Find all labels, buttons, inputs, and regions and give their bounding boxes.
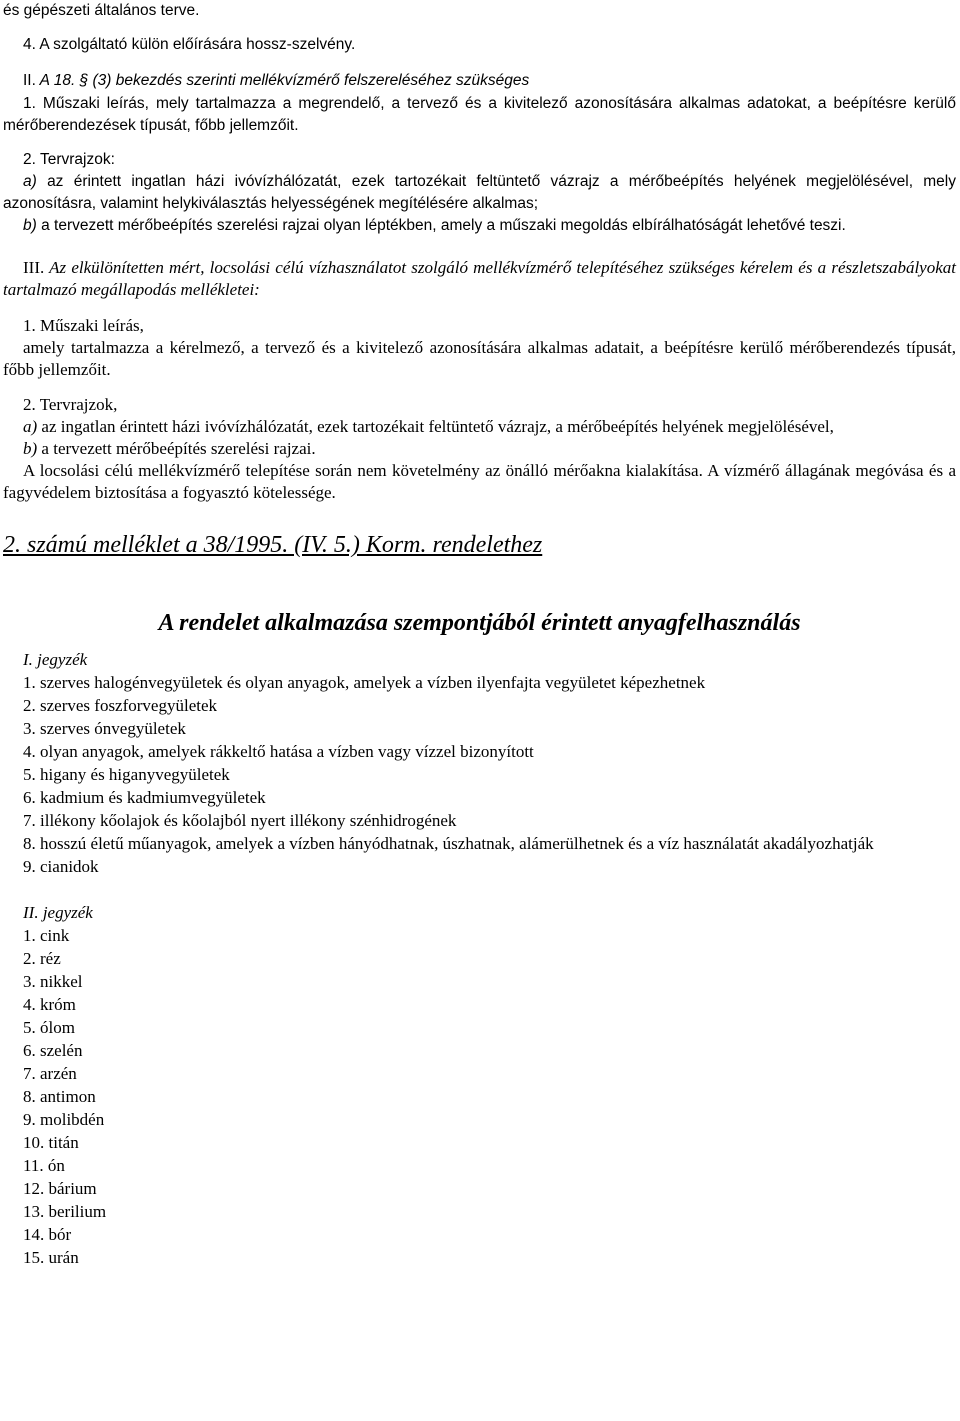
list-item: 8. antimon xyxy=(23,1087,96,1106)
section-number: III. xyxy=(23,258,45,277)
list-item: 11. ón xyxy=(23,1156,65,1175)
list-item: 13. berilium xyxy=(23,1202,107,1221)
paragraph xyxy=(3,171,956,215)
list-item: 3. szerves ónvegyületek xyxy=(23,719,186,738)
document-page xyxy=(3,0,956,1269)
list-item: 2. réz xyxy=(23,949,61,968)
list-item: 9. cianidok xyxy=(23,857,99,876)
paragraph: amely tartalmazza a kérelmező, a tervező és a kivitelező azonosítására alkalmas adatait, a beépítésre kerülő mérőberendezés típusát, főbb jellemzőit. xyxy=(3,338,956,379)
section-3-block xyxy=(3,257,956,504)
item-text: az érintett ingatlan házi ivóvízhálózatát, ezek tartozékait feltüntető vázrajz a mérőbeépítés helyének megjelölésével, mely azonosításra, valamint helykiválasztás helyességének megítélésére alkalmas; xyxy=(3,173,956,212)
paragraph: 1. Műszaki leírás, mely tartalmazza a megrendelő, a tervező és a kivitelező azonosítására alkalmas adatokat, a beépítésre kerülő mérőberendezések típusát, főbb jellemzőit. xyxy=(3,95,956,134)
paragraph: 2. Tervrajzok, xyxy=(23,395,118,414)
list-item: 4. olyan anyagok, amelyek rákkeltő hatása a vízben vagy vízzel bizonyított xyxy=(23,742,534,761)
list-heading: I. jegyzék xyxy=(23,650,88,669)
paragraph xyxy=(3,438,956,460)
text-line: és gépészeti általános terve. xyxy=(3,2,200,19)
list-heading: II. jegyzék xyxy=(23,903,93,922)
paragraph xyxy=(3,416,956,438)
section-heading-text: A 18. § (3) bekezdés szerinti mellékvízmérő felszereléséhez szükséges xyxy=(35,72,530,89)
text-line: 4. A szolgáltató külön előírására hossz-szelvény. xyxy=(23,36,356,53)
annex-title: 2. számú melléklet a 38/1995. (IV. 5.) Korm. rendelethez xyxy=(3,532,543,558)
item-label: a) xyxy=(23,417,38,436)
list-item: 15. urán xyxy=(23,1248,79,1267)
item-text: a tervezett mérőbeépítés szerelési rajzai. xyxy=(37,439,316,458)
section-2-heading xyxy=(3,70,956,92)
section-number: II. xyxy=(23,72,36,89)
list-item: 8. hosszú életű műanyagok, amelyek a vízben hányódhatnak, úszhatnak, alámerülhetnek és a víz használatát akadályozhatják xyxy=(23,834,874,853)
paragraph: 2. Tervrajzok: xyxy=(23,151,115,168)
list-item: 4. króm xyxy=(23,995,76,1014)
list-item: 1. szerves halogénvegyületek és olyan anyagok, amelyek a vízben ilyenfajta vegyületet képezhetnek xyxy=(23,673,706,692)
paragraph xyxy=(3,215,956,237)
list-item: 1. cink xyxy=(23,926,70,945)
list-item: 9. molibdén xyxy=(23,1110,105,1129)
section-3-heading xyxy=(3,257,956,301)
item-text: az ingatlan érintett házi ivóvízhálózatát, ezek tartozékait feltüntető vázrajz, a mérőbeépítés helyének megjelölésével, xyxy=(37,417,834,436)
section-heading-text: Az elkülönítetten mért, locsolási célú vízhasználatot szolgáló mellékvízmérő telepítéséhez szükséges kérelem és a részletszabályokat tartalmazó megállapodás mellékletei: xyxy=(3,258,956,299)
list-1 xyxy=(3,648,956,878)
list-item: 2. szerves foszforvegyületek xyxy=(23,696,218,715)
list-item: 12. bárium xyxy=(23,1179,97,1198)
list-item: 10. titán xyxy=(23,1133,79,1152)
list-item: 5. ólom xyxy=(23,1018,75,1037)
list-item: 14. bór xyxy=(23,1225,72,1244)
list-item: 3. nikkel xyxy=(23,972,83,991)
item-label: b) xyxy=(23,439,38,458)
section-2-block xyxy=(3,0,956,237)
section-title: A rendelet alkalmazása szempontjából érintett anyagfelhasználás xyxy=(158,610,801,636)
paragraph: 1. Műszaki leírás, xyxy=(23,316,144,335)
paragraph: A locsolási célú mellékvízmérő telepítése során nem követelmény az önálló mérőakna kialakítása. A vízmérő állagának megóvása és a fagyvédelem biztosítása a fogyasztó kötelessége. xyxy=(3,461,956,502)
list-item: 7. arzén xyxy=(23,1064,77,1083)
list-item: 7. illékony kőolajok és kőolajból nyert illékony szénhidrogének xyxy=(23,811,457,830)
list-item: 6. kadmium és kadmiumvegyületek xyxy=(23,788,266,807)
item-text: a tervezett mérőbeépítés szerelési rajzai olyan léptékben, amely a műszaki megoldás elbírálhatóságát lehetővé teszi. xyxy=(36,217,846,234)
item-label: a) xyxy=(23,173,37,190)
list-item: 6. szelén xyxy=(23,1041,83,1060)
list-item: 5. higany és higanyvegyületek xyxy=(23,765,230,784)
list-2 xyxy=(3,901,956,1269)
item-label: b) xyxy=(23,217,37,234)
